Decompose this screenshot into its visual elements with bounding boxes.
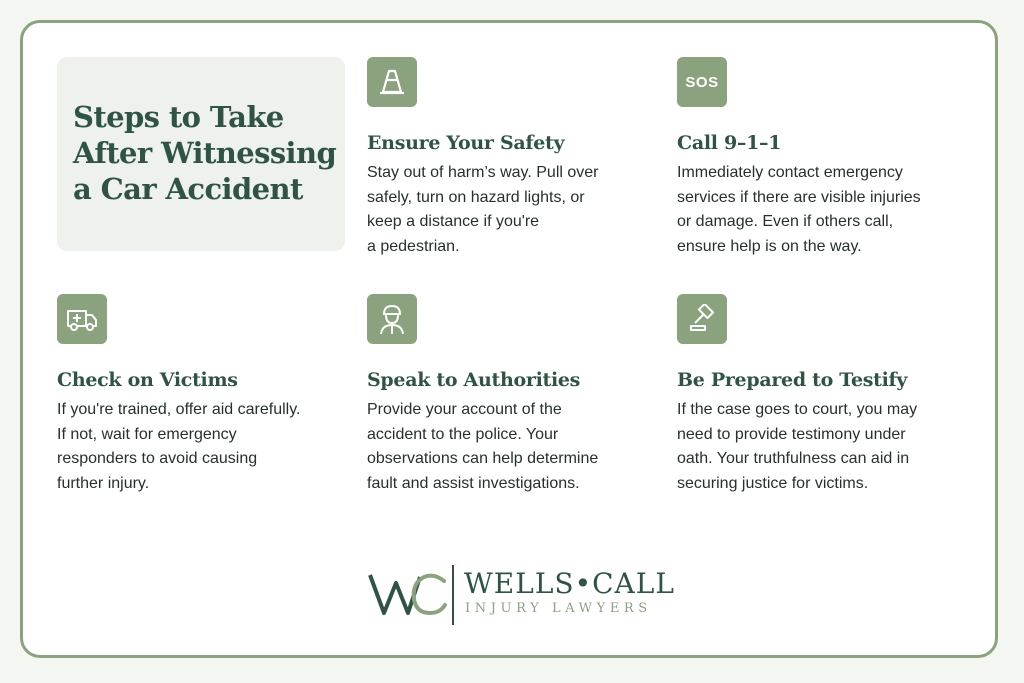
ambulance-icon — [57, 294, 107, 344]
logo-divider — [452, 565, 454, 625]
step-heading: Speak to Authorities — [367, 369, 581, 391]
sos-icon — [677, 57, 727, 107]
gavel-icon — [677, 294, 727, 344]
wells-call-logo — [368, 563, 675, 625]
step-heading: Call 9–1–1 — [677, 132, 782, 154]
page-title: Steps to Take After Witnessing a Car Accident — [73, 100, 337, 206]
firm-tagline: INJURY LAWYERS — [465, 601, 652, 616]
traffic-cone-icon — [367, 57, 417, 107]
step-heading: Be Prepared to Testify — [677, 369, 908, 391]
step-description: Provide your account of the accident to the police. Your observations can help determine fault and assist investigations. — [367, 401, 599, 492]
step-description: Stay out of harm’s way. Pull over safely, turn on hazard lights, or keep a distance if you're a pedestrian. — [367, 164, 599, 255]
wc-monogram-logo — [368, 567, 448, 621]
step-heading: Check on Victims — [57, 369, 238, 391]
step-description: If you're trained, offer aid carefully. If not, wait for emergency responders to avoid causing further injury. — [57, 401, 301, 492]
step-heading: Ensure Your Safety — [367, 132, 565, 154]
police-officer-icon — [367, 294, 417, 344]
title-panel — [57, 57, 345, 251]
step-description: Immediately contact emergency services if there are visible injuries or damage. Even if others call, ensure help is on the way. — [677, 164, 921, 255]
step-description: If the case goes to court, you may need to provide testimony under oath. Your truthfulness can aid in securing justice for victims. — [677, 401, 918, 492]
sos-icon-label: SOS — [685, 73, 719, 91]
firm-name: WELLS•CALL — [464, 567, 675, 600]
